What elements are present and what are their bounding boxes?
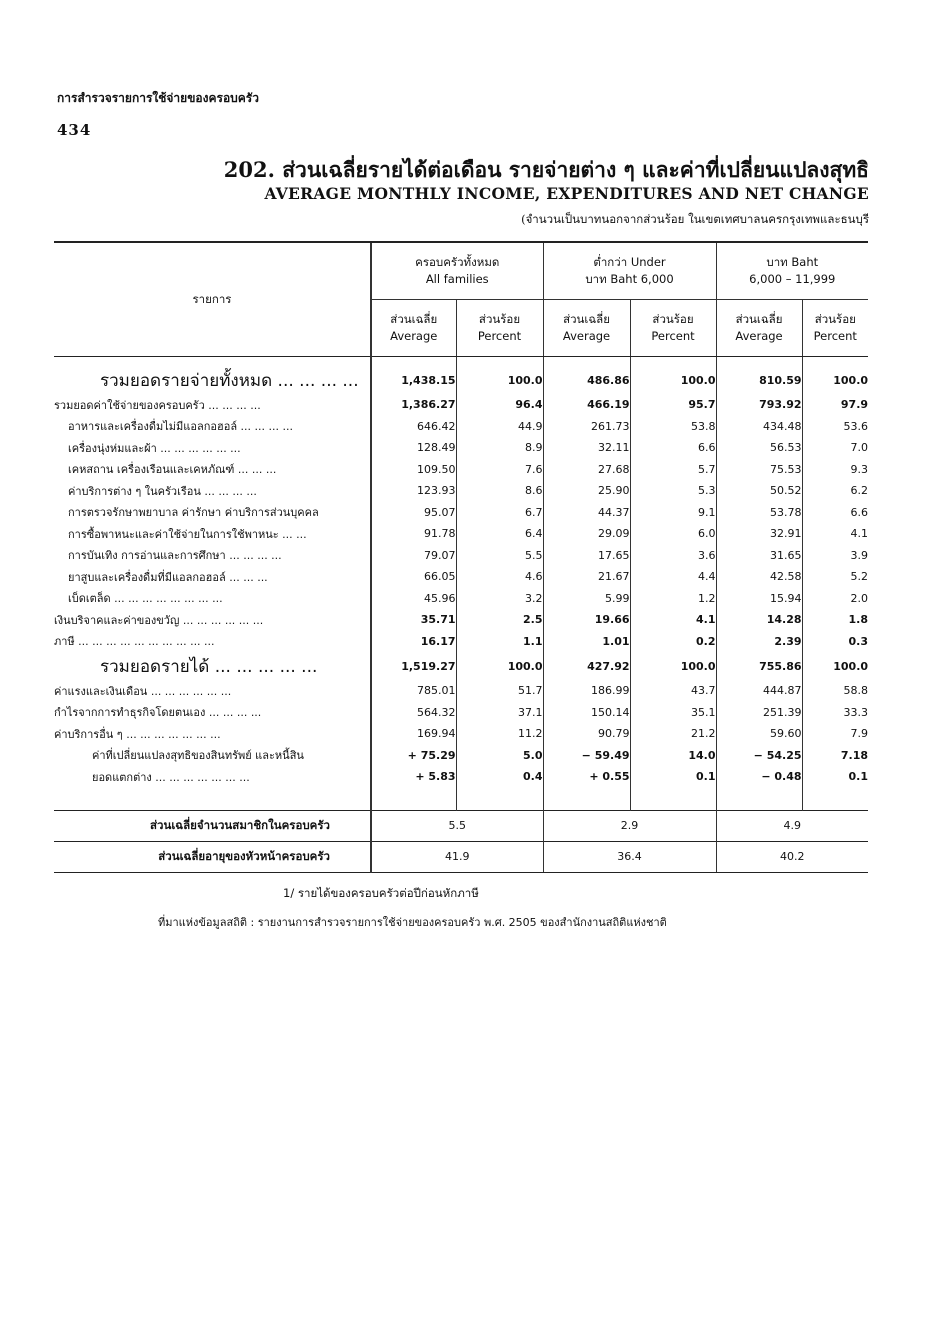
row-label: ค่าบริการต่าง ๆ ในครัวเรือน ... ... ... ... bbox=[68, 484, 257, 498]
cell-percent: 5.2 bbox=[802, 566, 868, 588]
cell-percent: 8.9 bbox=[456, 437, 543, 459]
cell-percent: 58.8 bbox=[802, 680, 868, 702]
row-header: รายการ bbox=[54, 242, 371, 357]
summary-value: 36.4 bbox=[543, 841, 716, 872]
cell-percent: 100.0 bbox=[630, 652, 716, 680]
cell-percent: 5.3 bbox=[630, 480, 716, 502]
cell-average: 42.58 bbox=[716, 566, 802, 588]
row-label: รวมยอดค่าใช้จ่ายของครอบครัว ... ... ... ... bbox=[54, 398, 261, 412]
cell-percent: 0.3 bbox=[802, 631, 868, 653]
cell-average: 564.32 bbox=[371, 702, 456, 724]
cell-average: 150.14 bbox=[543, 702, 630, 724]
cell-average: 75.53 bbox=[716, 459, 802, 481]
table-row bbox=[54, 502, 868, 524]
row-label: ยอดแตกต่าง ... ... ... ... ... ... ... bbox=[92, 770, 250, 784]
cell-average: 785.01 bbox=[371, 680, 456, 702]
cell-average: 91.78 bbox=[371, 523, 456, 545]
cell-percent: 2.0 bbox=[802, 588, 868, 610]
cell-percent: 53.6 bbox=[802, 416, 868, 438]
cell-average: 755.86 bbox=[716, 652, 802, 680]
cell-percent: 44.9 bbox=[456, 416, 543, 438]
group-header-line1: ต่ำกว่า Under bbox=[593, 255, 666, 269]
cell-average: 90.79 bbox=[543, 723, 630, 745]
footnote: 1/ รายได้ของครอบครัวต่อปีก่อนหักภาษี bbox=[283, 886, 479, 900]
cell-average: 17.65 bbox=[543, 545, 630, 567]
cell-percent: 5.5 bbox=[456, 545, 543, 567]
row-label: ภาษี ... ... ... ... ... ... ... ... ... ... bbox=[54, 635, 215, 649]
table-row bbox=[54, 631, 868, 653]
cell-average: 31.65 bbox=[716, 545, 802, 567]
table-row bbox=[54, 702, 868, 724]
cell-average: 1,438.15 bbox=[371, 367, 456, 394]
group-header-line1: บาท Baht bbox=[766, 255, 819, 269]
row-label: อาหารและเครื่องดื่มไม่มีแอลกอฮอล์ ... ... ... ... bbox=[68, 420, 294, 434]
summary-value: 4.9 bbox=[716, 810, 868, 841]
cell-average: 32.11 bbox=[543, 437, 630, 459]
cell-average: 19.66 bbox=[543, 609, 630, 631]
cell-average: − 54.25 bbox=[716, 745, 802, 767]
row-label: ค่าที่เปลี่ยนแปลงสุทธิของสินทรัพย์ และหนี้สิน bbox=[92, 749, 304, 763]
group-header-line1: ครอบครัวทั้งหมด bbox=[415, 255, 500, 269]
summary-label: ส่วนเฉลี่ยอายุของหัวหน้าครอบครัว bbox=[54, 841, 371, 872]
table-row bbox=[54, 745, 868, 767]
cell-average: 14.28 bbox=[716, 609, 802, 631]
cell-percent: 0.2 bbox=[630, 631, 716, 653]
summary-value: 41.9 bbox=[371, 841, 543, 872]
summary-row-family-size bbox=[54, 810, 868, 841]
cell-average: 466.19 bbox=[543, 394, 630, 416]
table-row bbox=[54, 545, 868, 567]
cell-percent: 21.2 bbox=[630, 723, 716, 745]
table-row bbox=[54, 609, 868, 631]
row-label: รวมยอดรายจ่ายทั้งหมด ... ... ... ... bbox=[100, 371, 359, 391]
cell-percent: 4.1 bbox=[802, 523, 868, 545]
table-title-english: AVERAGE MONTHLY INCOME, EXPENDITURES AND NET CHANGE bbox=[264, 184, 869, 203]
row-label: เบ็ดเตล็ด ... ... ... ... ... ... ... ... bbox=[68, 592, 223, 606]
cell-percent: 100.0 bbox=[456, 652, 543, 680]
cell-average: 79.07 bbox=[371, 545, 456, 567]
cell-percent: 37.1 bbox=[456, 702, 543, 724]
table-row bbox=[54, 480, 868, 502]
group-header-6000-11999 bbox=[716, 242, 868, 300]
running-head: การสำรวจรายการใช้จ่ายของครอบครัว bbox=[57, 91, 259, 105]
cell-average: 35.71 bbox=[371, 609, 456, 631]
unit-note: (จำนวนเป็นบาทนอกจากส่วนร้อย ในเขตเทศบาลนครกรุงเทพและธนบุรี bbox=[521, 212, 869, 226]
row-label: การบันเทิง การอ่านและการศึกษา ... ... ... ... bbox=[68, 549, 282, 563]
cell-percent: 4.6 bbox=[456, 566, 543, 588]
table-row bbox=[54, 566, 868, 588]
cell-average: − 0.48 bbox=[716, 766, 802, 788]
cell-average: 25.90 bbox=[543, 480, 630, 502]
cell-average: 56.53 bbox=[716, 437, 802, 459]
cell-average: 434.48 bbox=[716, 416, 802, 438]
cell-percent: 0.4 bbox=[456, 766, 543, 788]
table-row bbox=[54, 394, 868, 416]
cell-percent: 6.4 bbox=[456, 523, 543, 545]
cell-percent: 97.9 bbox=[802, 394, 868, 416]
subheader-percent: ส่วนร้อย Percent bbox=[456, 300, 543, 357]
cell-average: 1.01 bbox=[543, 631, 630, 653]
table-row bbox=[54, 459, 868, 481]
cell-percent: 3.2 bbox=[456, 588, 543, 610]
subheader-average: ส่วนเฉลี่ย Average bbox=[716, 300, 802, 357]
group-header-all-families bbox=[371, 242, 543, 300]
source-note: ที่มาแห่งข้อมูลสถิติ : รายงานการสำรวจรายการใช้จ่ายของครอบครัว พ.ศ. 2505 ของสำนักงานสถิติแห่งชาติ bbox=[158, 916, 667, 929]
summary-label: ส่วนเฉลี่ยจำนวนสมาชิกในครอบครัว bbox=[54, 810, 371, 841]
row-label: ค่าบริการอื่น ๆ ... ... ... ... ... ... ... bbox=[54, 727, 221, 741]
subheader-average: ส่วนเฉลี่ย Average bbox=[543, 300, 630, 357]
cell-percent: 100.0 bbox=[630, 367, 716, 394]
cell-percent: 6.7 bbox=[456, 502, 543, 524]
cell-average: 16.17 bbox=[371, 631, 456, 653]
cell-average: + 5.83 bbox=[371, 766, 456, 788]
cell-average: 169.94 bbox=[371, 723, 456, 745]
row-label: การซื้อพาหนะและค่าใช้จ่ายในการใช้พาหนะ ... ... bbox=[68, 527, 307, 541]
cell-percent: 9.3 bbox=[802, 459, 868, 481]
cell-percent: 7.0 bbox=[802, 437, 868, 459]
summary-value: 5.5 bbox=[371, 810, 543, 841]
cell-percent: 7.9 bbox=[802, 723, 868, 745]
cell-average: 810.59 bbox=[716, 367, 802, 394]
cell-average: 109.50 bbox=[371, 459, 456, 481]
cell-average: 123.93 bbox=[371, 480, 456, 502]
cell-average: 32.91 bbox=[716, 523, 802, 545]
row-label: เครื่องนุ่งห่มและผ้า ... ... ... ... ... ... bbox=[68, 441, 241, 455]
cell-percent: 35.1 bbox=[630, 702, 716, 724]
cell-average: − 59.49 bbox=[543, 745, 630, 767]
cell-average: + 75.29 bbox=[371, 745, 456, 767]
cell-percent: 5.7 bbox=[630, 459, 716, 481]
cell-percent: 33.3 bbox=[802, 702, 868, 724]
cell-percent: 11.2 bbox=[456, 723, 543, 745]
cell-average: 251.39 bbox=[716, 702, 802, 724]
cell-percent: 8.6 bbox=[456, 480, 543, 502]
cell-average: 50.52 bbox=[716, 480, 802, 502]
cell-average: 15.94 bbox=[716, 588, 802, 610]
cell-percent: 43.7 bbox=[630, 680, 716, 702]
table-row bbox=[54, 652, 868, 680]
cell-percent: 1.2 bbox=[630, 588, 716, 610]
table-row bbox=[54, 437, 868, 459]
cell-average: 444.87 bbox=[716, 680, 802, 702]
cell-average: 2.39 bbox=[716, 631, 802, 653]
row-label: กำไรจากการทำธุรกิจโดยตนเอง ... ... ... ... bbox=[54, 706, 262, 720]
cell-percent: 4.4 bbox=[630, 566, 716, 588]
statistics-table bbox=[54, 241, 868, 873]
cell-average: 793.92 bbox=[716, 394, 802, 416]
cell-percent: 14.0 bbox=[630, 745, 716, 767]
subheader-average: ส่วนเฉลี่ย Average bbox=[371, 300, 456, 357]
cell-average: 59.60 bbox=[716, 723, 802, 745]
cell-average: 45.96 bbox=[371, 588, 456, 610]
cell-percent: 9.1 bbox=[630, 502, 716, 524]
cell-average: 186.99 bbox=[543, 680, 630, 702]
group-header-line2: บาท Baht 6,000 bbox=[585, 272, 674, 286]
cell-average: 646.42 bbox=[371, 416, 456, 438]
cell-percent: 96.4 bbox=[456, 394, 543, 416]
cell-percent: 3.9 bbox=[802, 545, 868, 567]
cell-percent: 0.1 bbox=[630, 766, 716, 788]
cell-average: 427.92 bbox=[543, 652, 630, 680]
cell-percent: 1.1 bbox=[456, 631, 543, 653]
table-row bbox=[54, 723, 868, 745]
cell-percent: 4.1 bbox=[630, 609, 716, 631]
group-header-under-6000 bbox=[543, 242, 716, 300]
row-label: รวมยอดรายได้ ... ... ... ... ... bbox=[100, 656, 318, 677]
row-label: ค่าแรงและเงินเดือน ... ... ... ... ... ... bbox=[54, 684, 232, 698]
subheader-percent: ส่วนร้อย Percent bbox=[630, 300, 716, 357]
cell-average: 27.68 bbox=[543, 459, 630, 481]
table-row bbox=[54, 523, 868, 545]
cell-percent: 100.0 bbox=[456, 367, 543, 394]
cell-percent: 6.0 bbox=[630, 523, 716, 545]
summary-value: 2.9 bbox=[543, 810, 716, 841]
table-row bbox=[54, 766, 868, 788]
cell-average: 21.67 bbox=[543, 566, 630, 588]
row-label: เงินบริจาคและค่าของขวัญ ... ... ... ... ... ... bbox=[54, 613, 264, 627]
table-row bbox=[54, 367, 868, 394]
cell-average: 66.05 bbox=[371, 566, 456, 588]
subheader-percent: ส่วนร้อย Percent bbox=[802, 300, 868, 357]
cell-percent: 6.6 bbox=[630, 437, 716, 459]
row-label: การตรวจรักษาพยาบาล ค่ารักษา ค่าบริการส่วนบุคคล bbox=[68, 506, 319, 520]
table-row bbox=[54, 588, 868, 610]
cell-percent: 7.6 bbox=[456, 459, 543, 481]
cell-average: 128.49 bbox=[371, 437, 456, 459]
cell-percent: 3.6 bbox=[630, 545, 716, 567]
cell-percent: 100.0 bbox=[802, 367, 868, 394]
cell-average: 486.86 bbox=[543, 367, 630, 394]
cell-average: 1,519.27 bbox=[371, 652, 456, 680]
cell-percent: 0.1 bbox=[802, 766, 868, 788]
cell-percent: 51.7 bbox=[456, 680, 543, 702]
group-header-line2: 6,000 – 11,999 bbox=[749, 272, 836, 286]
summary-value: 40.2 bbox=[716, 841, 868, 872]
cell-percent: 2.5 bbox=[456, 609, 543, 631]
cell-average: 29.09 bbox=[543, 523, 630, 545]
cell-percent: 100.0 bbox=[802, 652, 868, 680]
group-header-line2: All families bbox=[425, 272, 489, 286]
page-number: 434 bbox=[57, 121, 92, 139]
table-title-thai: 202. ส่วนเฉลี่ยรายได้ต่อเดือน รายจ่ายต่าง ๆ และค่าที่เปลี่ยนแปลงสุทธิ bbox=[223, 157, 869, 182]
cell-average: 261.73 bbox=[543, 416, 630, 438]
cell-percent: 95.7 bbox=[630, 394, 716, 416]
row-label: ยาสูบและเครื่องดื่มที่มีแอลกอฮอล์ ... ... ... bbox=[68, 570, 268, 584]
cell-percent: 6.2 bbox=[802, 480, 868, 502]
cell-percent: 53.8 bbox=[630, 416, 716, 438]
cell-average: 44.37 bbox=[543, 502, 630, 524]
summary-row-head-age bbox=[54, 841, 868, 872]
table-row bbox=[54, 680, 868, 702]
cell-average: 1,386.27 bbox=[371, 394, 456, 416]
cell-average: 95.07 bbox=[371, 502, 456, 524]
cell-percent: 6.6 bbox=[802, 502, 868, 524]
cell-percent: 7.18 bbox=[802, 745, 868, 767]
cell-average: + 0.55 bbox=[543, 766, 630, 788]
row-label: เคหสถาน เครื่องเรือนและเคหภัณฑ์ ... ... ... bbox=[68, 463, 277, 477]
table-row bbox=[54, 416, 868, 438]
cell-average: 53.78 bbox=[716, 502, 802, 524]
cell-average: 5.99 bbox=[543, 588, 630, 610]
cell-percent: 5.0 bbox=[456, 745, 543, 767]
cell-percent: 1.8 bbox=[802, 609, 868, 631]
